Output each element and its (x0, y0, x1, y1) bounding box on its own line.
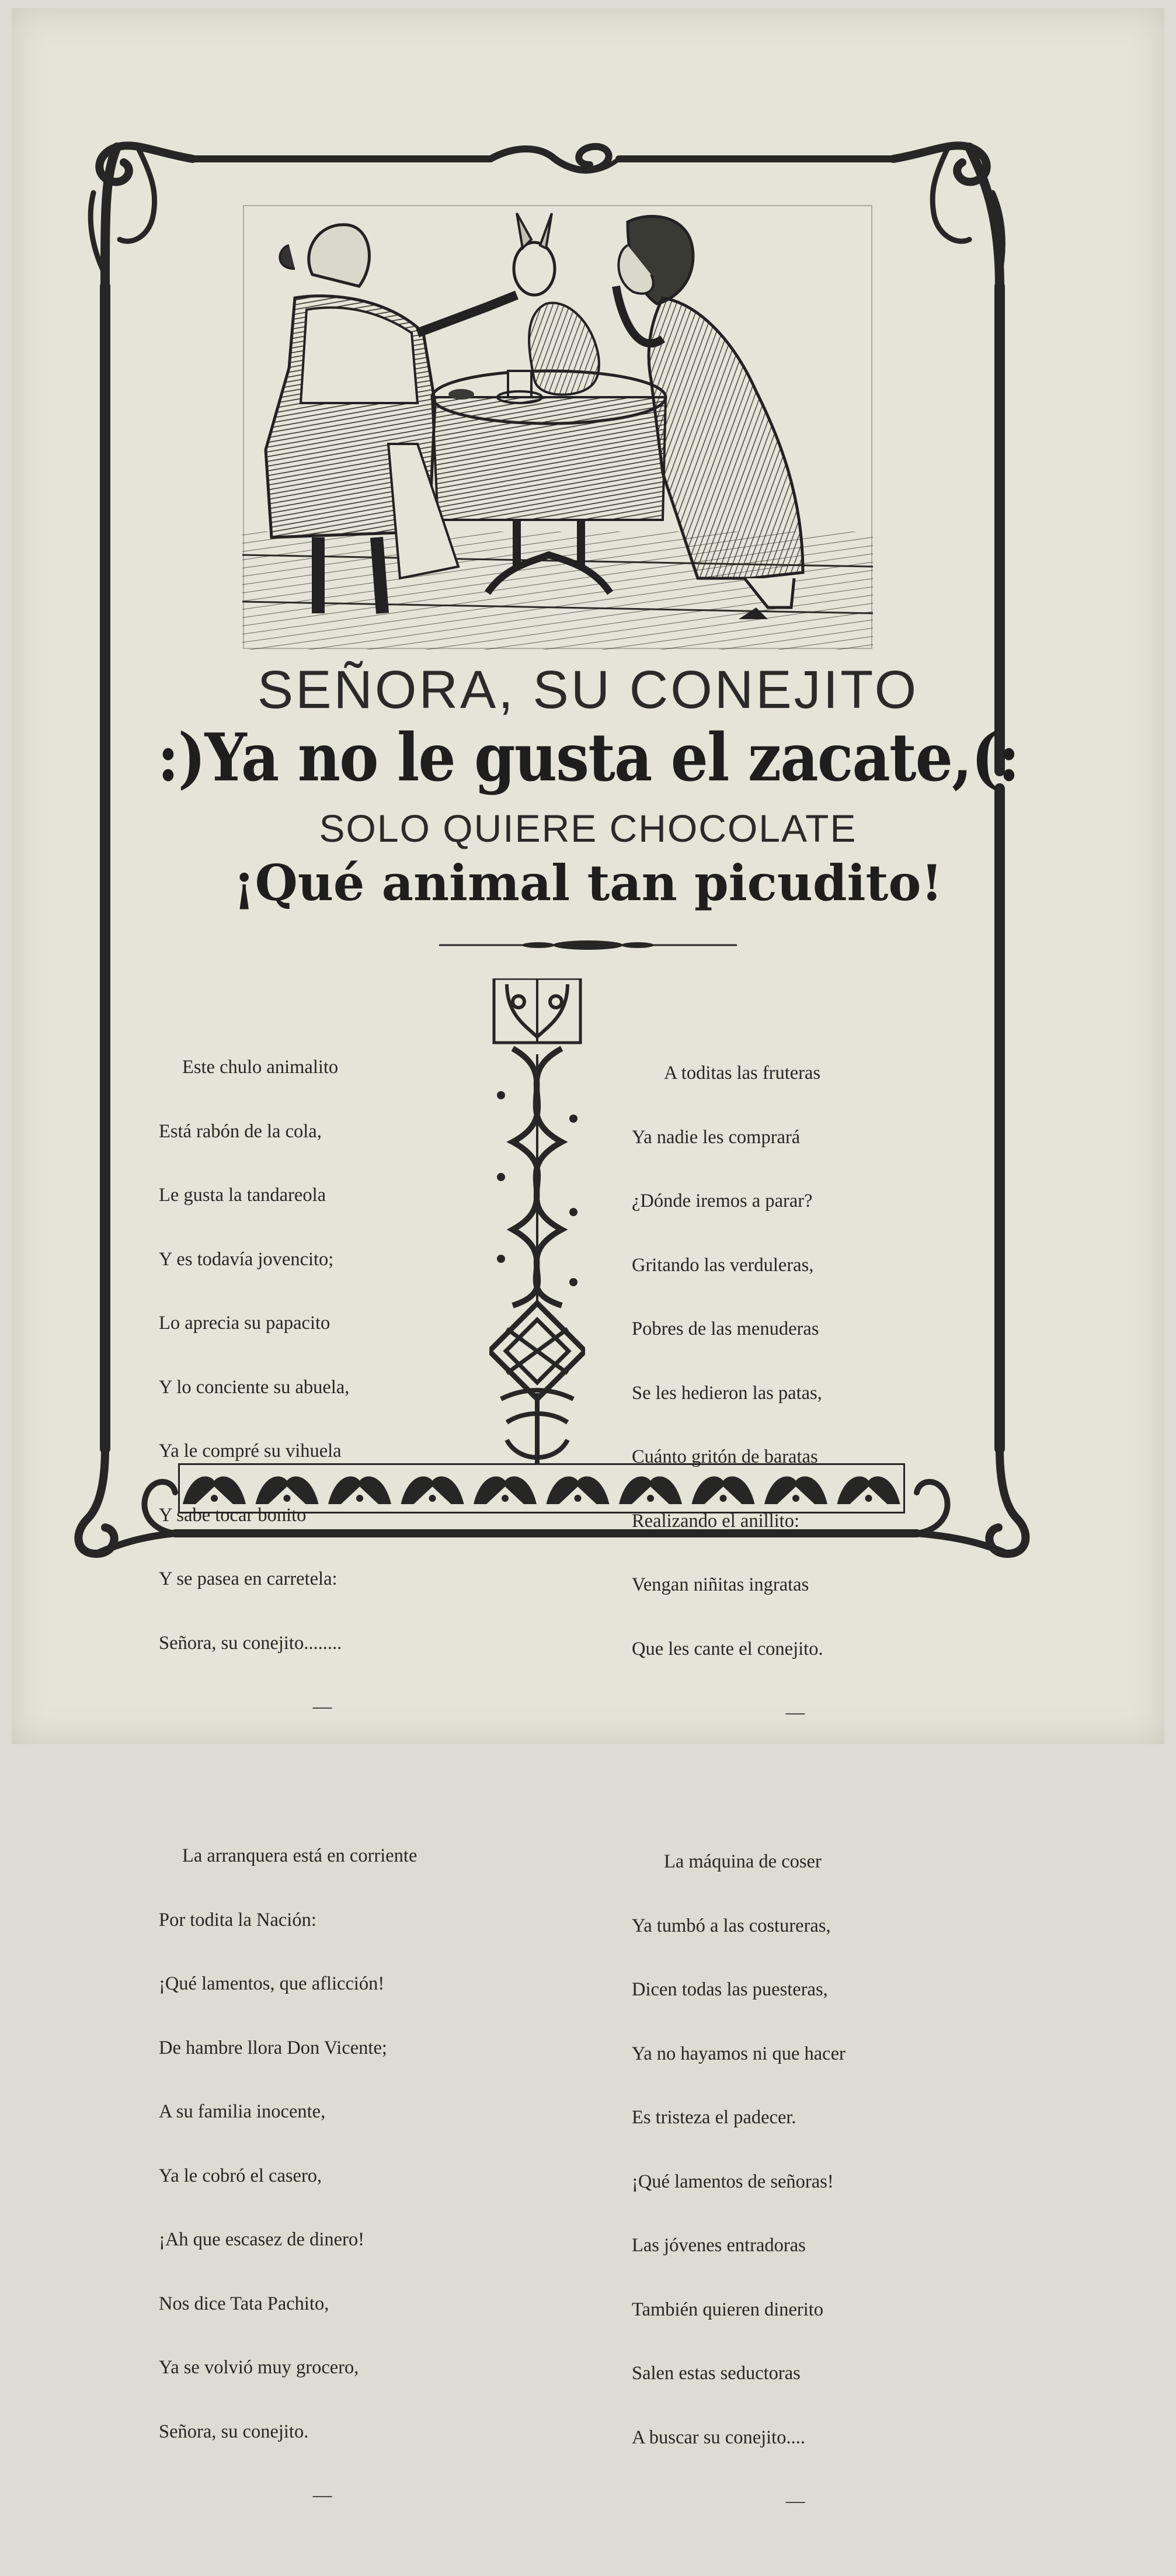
palmette-dot (647, 1495, 654, 1502)
verse-line: Que les cante el conejito. (632, 1638, 823, 1660)
verse-line: A toditas las fruteras (664, 1063, 821, 1084)
verse-line: A su familia inocente, (159, 2101, 326, 2122)
interlaced-vine-column (489, 978, 585, 1469)
verse-line: Las jóvenes entradoras (632, 2235, 806, 2256)
verse-line: Ya tumbó a las costureras, (632, 1915, 831, 1936)
verse-column-right (632, 977, 959, 2576)
verse-line: Y se pasea en carretela: (159, 1568, 338, 1589)
palmette-dot (429, 1495, 436, 1502)
decorative-rule (439, 938, 737, 952)
verse-line: Por todita la Nación: (159, 1909, 316, 1931)
verse-line: Este chulo animalito (182, 1057, 339, 1078)
verse-line: La máquina de coser (664, 1851, 822, 1872)
headline-line-1: SEÑORA, SU CONEJITO (257, 660, 919, 720)
verse-line: Y sabe tocar bonito (159, 1504, 307, 1526)
verse-line: Realizando el anillito: (632, 1510, 799, 1532)
palmette-dot (502, 1495, 509, 1502)
verse-line: Lo aprecia su papacito (159, 1313, 330, 1334)
verse-line: Y lo conciente su abuela, (159, 1376, 350, 1398)
stanza-separator: — (312, 1696, 332, 1717)
palmette-dot (575, 1495, 582, 1502)
palmette-dot (792, 1495, 799, 1502)
verse-line: Señora, su conejito. (159, 2421, 309, 2442)
verse-line: Pobres de las menuderas (632, 1318, 819, 1339)
verse-line: Nos dice Tata Pachito, (159, 2293, 329, 2314)
stanza (632, 1808, 959, 2554)
verse-line: De hambre llora Don Vicente; (159, 2037, 387, 2058)
verse-line: A buscar su conejito.... (632, 2426, 805, 2448)
palmette-dot (720, 1495, 727, 1502)
verse-line: ¿Dónde iremos a parar? (632, 1190, 813, 1211)
verse-line: Ya nadie les comprará (632, 1126, 801, 1148)
verse-line: ¡Qué lamentos de señoras! (632, 2171, 834, 2192)
verse-line: Vengan niñitas ingratas (632, 1574, 809, 1595)
stanza (632, 1020, 959, 1766)
verse-line: Salen estas seductoras (632, 2363, 801, 2384)
verse-line: Gritando las verduleras, (632, 1254, 814, 1276)
stanza-separator: — (312, 2485, 332, 2506)
verse-line: ¡Ah que escasez de dinero! (159, 2229, 364, 2250)
verse-line: Ya se volvió muy grocero, (159, 2357, 359, 2378)
headline-line-2: :)Ya no le gusta el zacate,(: (157, 720, 1019, 796)
headline-line-3: SOLO QUIERE CHOCOLATE (319, 807, 857, 850)
palmette-frieze (178, 1463, 905, 1513)
verse-line: Ya le compré su vihuela (159, 1440, 342, 1461)
verse-line: Y es todavía jovencito; (159, 1248, 334, 1270)
woodcut-illustration (242, 204, 873, 650)
verse-line: Ya le cobró el casero, (159, 2165, 322, 2186)
verse-line: Es tristeza el padecer. (632, 2107, 796, 2128)
verse-line: La arranquera está en corriente (182, 1845, 417, 1866)
palmette-dot (284, 1495, 291, 1502)
stanza-separator: — (785, 2491, 805, 2512)
stanza (159, 1803, 486, 2549)
verse-line: Está rabón de la cola, (159, 1120, 322, 1142)
verse-line: Señora, su conejito........ (159, 1632, 342, 1654)
verse-line: ¡Qué lamentos, que aflicción! (159, 1973, 385, 1994)
stanza-separator: — (785, 1702, 805, 1723)
verse-line: También quieren dinerito (632, 2299, 824, 2320)
headline-line-4: ¡Qué animal tan picudito! (233, 854, 943, 912)
verse-line: Cuánto gritón de baratas (632, 1446, 818, 1467)
palmette-dot (865, 1495, 872, 1502)
verse-line: Dicen todas las puesteras, (632, 1979, 828, 2000)
verse-column-left (159, 971, 486, 2570)
palmette-dot (211, 1495, 218, 1502)
verse-line: Ya no hayamos ni que hacer (632, 2043, 846, 2064)
palmette-dot (356, 1495, 363, 1502)
stanza (159, 1014, 486, 1760)
verse-line: Se les hedieron las patas, (632, 1382, 822, 1404)
verse-line: Le gusta la tandareola (159, 1185, 326, 1206)
